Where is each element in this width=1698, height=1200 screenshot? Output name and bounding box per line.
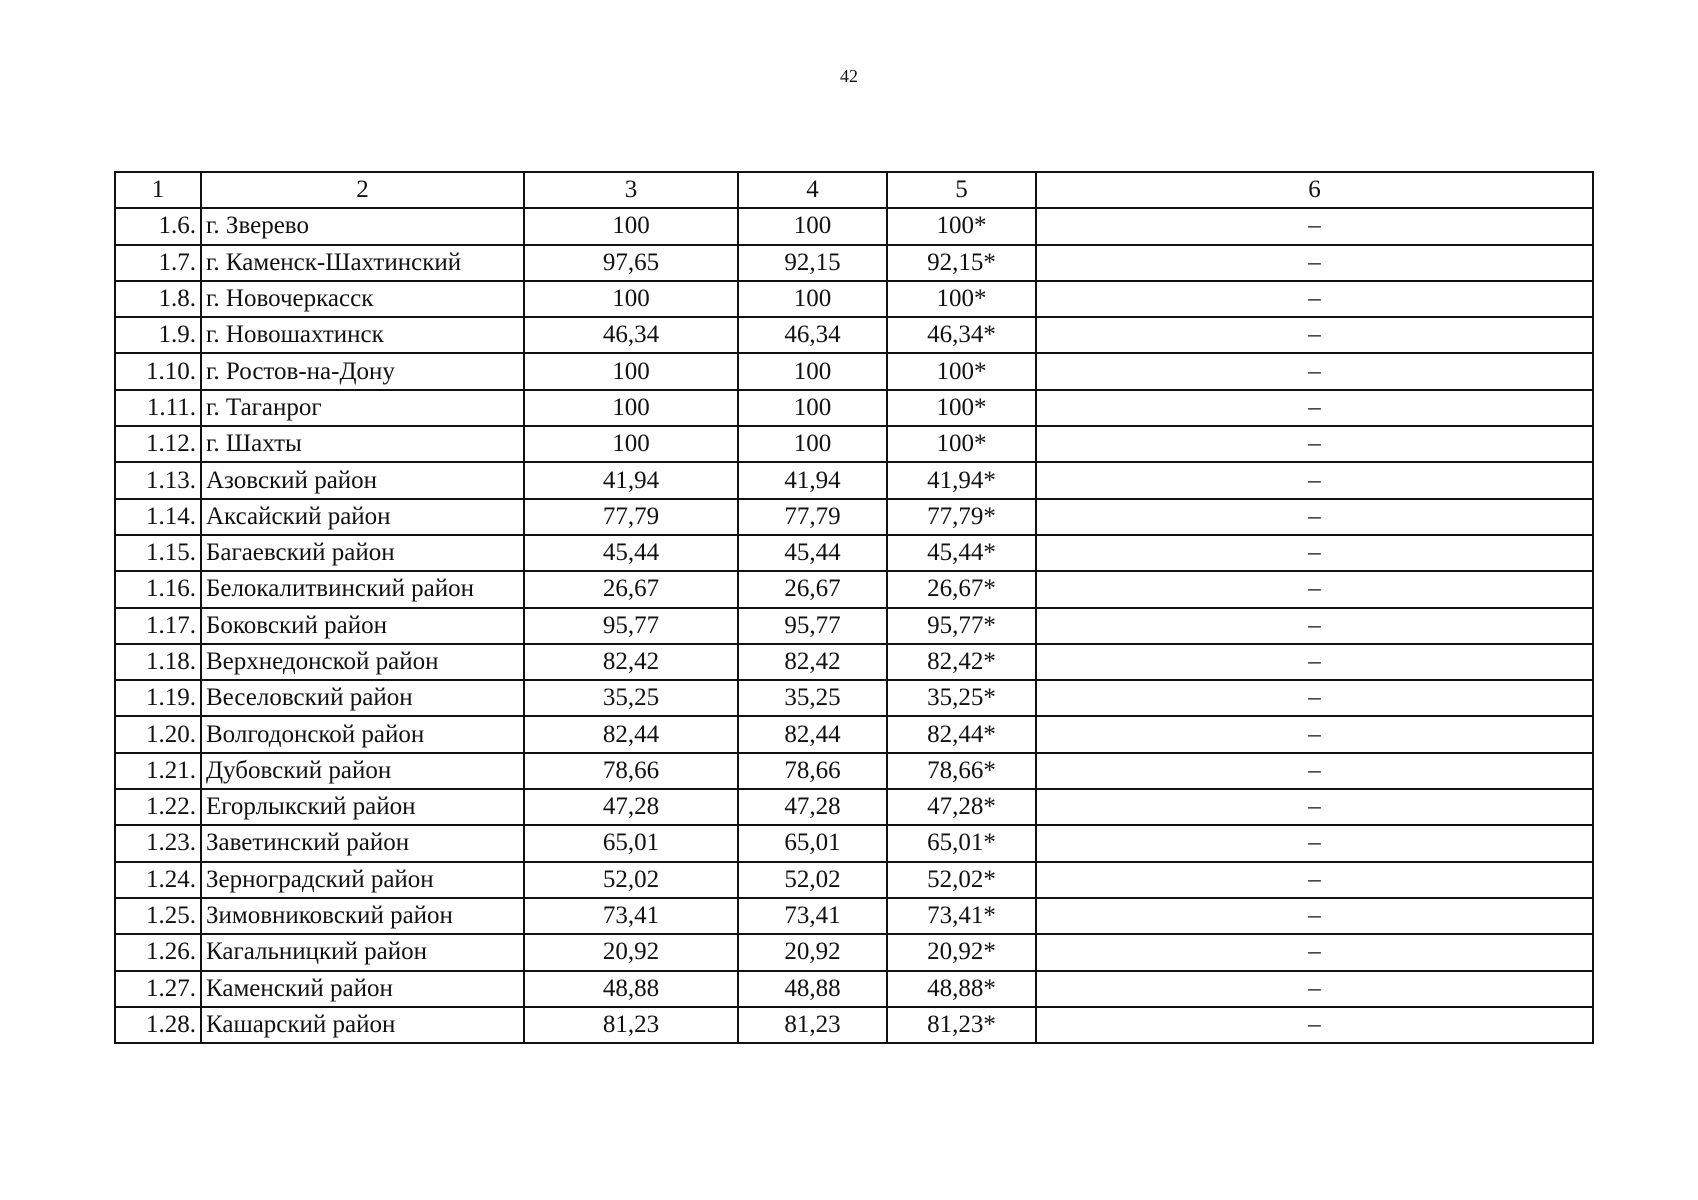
municipality-name-cell: Дубовский район [201, 753, 524, 789]
note-cell: – [1036, 317, 1593, 353]
municipality-name-cell: Азовский район [201, 462, 524, 498]
value-cell-col5: 81,23* [887, 1007, 1036, 1043]
note-cell: – [1036, 934, 1593, 970]
value-cell-col4: 35,25 [738, 680, 887, 716]
table-row [115, 571, 1593, 607]
value-cell-col3: 82,42 [524, 644, 738, 680]
value-cell-col4: 77,79 [738, 499, 887, 535]
row-number-cell: 1.21. [115, 753, 201, 789]
row-number-cell: 1.16. [115, 571, 201, 607]
table-row [115, 716, 1593, 752]
municipality-name-cell: Каменский район [201, 971, 524, 1007]
value-cell-col4: 100 [738, 426, 887, 462]
value-cell-col3: 20,92 [524, 934, 738, 970]
note-cell: – [1036, 571, 1593, 607]
row-number-cell: 1.17. [115, 608, 201, 644]
row-number-cell: 1.25. [115, 898, 201, 934]
value-cell-col3: 73,41 [524, 898, 738, 934]
value-cell-col3: 35,25 [524, 680, 738, 716]
value-cell-col5: 100* [887, 281, 1036, 317]
table-row [115, 825, 1593, 861]
value-cell-col4: 48,88 [738, 971, 887, 1007]
table-row [115, 898, 1593, 934]
table-row [115, 317, 1593, 353]
column-header-1: 1 [115, 172, 201, 208]
row-number-cell: 1.14. [115, 499, 201, 535]
value-cell-col5: 65,01* [887, 825, 1036, 861]
municipality-name-cell: Аксайский район [201, 499, 524, 535]
row-number-cell: 1.13. [115, 462, 201, 498]
municipality-name-cell: Белокалитвинский район [201, 571, 524, 607]
municipality-name-cell: Егорлыкский район [201, 789, 524, 825]
note-cell: – [1036, 281, 1593, 317]
value-cell-col3: 97,65 [524, 245, 738, 281]
value-cell-col4: 41,94 [738, 462, 887, 498]
row-number-cell: 1.15. [115, 535, 201, 571]
page-number: 42 [840, 66, 858, 86]
table-row [115, 644, 1593, 680]
value-cell-col3: 45,44 [524, 535, 738, 571]
value-cell-col5: 100* [887, 426, 1036, 462]
municipality-name-cell: Веселовский район [201, 680, 524, 716]
note-cell: – [1036, 462, 1593, 498]
municipality-name-cell: г. Зверево [201, 208, 524, 244]
value-cell-col5: 100* [887, 208, 1036, 244]
municipality-name-cell: Багаевский район [201, 535, 524, 571]
row-number-cell: 1.26. [115, 934, 201, 970]
column-header-2: 2 [201, 172, 524, 208]
value-cell-col4: 95,77 [738, 608, 887, 644]
row-number-cell: 1.23. [115, 825, 201, 861]
note-cell: – [1036, 353, 1593, 389]
value-cell-col5: 35,25* [887, 680, 1036, 716]
value-cell-col4: 26,67 [738, 571, 887, 607]
row-number-cell: 1.20. [115, 716, 201, 752]
row-number-cell: 1.6. [115, 208, 201, 244]
value-cell-col4: 47,28 [738, 789, 887, 825]
value-cell-col4: 100 [738, 353, 887, 389]
value-cell-col4: 82,42 [738, 644, 887, 680]
table-row [115, 281, 1593, 317]
column-header-5: 5 [887, 172, 1036, 208]
row-number-cell: 1.22. [115, 789, 201, 825]
value-cell-col4: 65,01 [738, 825, 887, 861]
row-number-cell: 1.28. [115, 1007, 201, 1043]
table-row [115, 245, 1593, 281]
note-cell: – [1036, 716, 1593, 752]
municipality-name-cell: г. Ростов-на-Дону [201, 353, 524, 389]
value-cell-col3: 47,28 [524, 789, 738, 825]
row-number-cell: 1.9. [115, 317, 201, 353]
table-body [115, 208, 1593, 1043]
note-cell: – [1036, 862, 1593, 898]
value-cell-col3: 46,34 [524, 317, 738, 353]
value-cell-col5: 82,42* [887, 644, 1036, 680]
value-cell-col5: 20,92* [887, 934, 1036, 970]
table-row [115, 971, 1593, 1007]
value-cell-col5: 100* [887, 353, 1036, 389]
column-header-6: 6 [1036, 172, 1593, 208]
note-cell: – [1036, 789, 1593, 825]
row-number-cell: 1.8. [115, 281, 201, 317]
value-cell-col4: 100 [738, 281, 887, 317]
value-cell-col4: 100 [738, 208, 887, 244]
municipality-name-cell: г. Каменск-Шахтинский [201, 245, 524, 281]
value-cell-col3: 52,02 [524, 862, 738, 898]
table-row [115, 390, 1593, 426]
value-cell-col5: 73,41* [887, 898, 1036, 934]
value-cell-col5: 48,88* [887, 971, 1036, 1007]
municipality-name-cell: г. Шахты [201, 426, 524, 462]
table-row [115, 934, 1593, 970]
table-row [115, 426, 1593, 462]
value-cell-col3: 48,88 [524, 971, 738, 1007]
value-cell-col4: 81,23 [738, 1007, 887, 1043]
value-cell-col3: 81,23 [524, 1007, 738, 1043]
row-number-cell: 1.24. [115, 862, 201, 898]
note-cell: – [1036, 426, 1593, 462]
note-cell: – [1036, 390, 1593, 426]
value-cell-col4: 73,41 [738, 898, 887, 934]
data-table [114, 171, 1594, 1044]
note-cell: – [1036, 753, 1593, 789]
value-cell-col4: 52,02 [738, 862, 887, 898]
municipality-name-cell: г. Новочеркасск [201, 281, 524, 317]
value-cell-col5: 41,94* [887, 462, 1036, 498]
note-cell: – [1036, 535, 1593, 571]
note-cell: – [1036, 971, 1593, 1007]
value-cell-col3: 100 [524, 390, 738, 426]
value-cell-col3: 82,44 [524, 716, 738, 752]
municipality-name-cell: Волгодонской район [201, 716, 524, 752]
column-header-3: 3 [524, 172, 738, 208]
municipality-name-cell: Зерноградский район [201, 862, 524, 898]
value-cell-col3: 65,01 [524, 825, 738, 861]
table-row [115, 499, 1593, 535]
table-row [115, 353, 1593, 389]
value-cell-col3: 100 [524, 281, 738, 317]
municipality-name-cell: Кагальницкий район [201, 934, 524, 970]
column-header-4: 4 [738, 172, 887, 208]
table-row [115, 208, 1593, 244]
value-cell-col3: 78,66 [524, 753, 738, 789]
table-row [115, 462, 1593, 498]
value-cell-col5: 26,67* [887, 571, 1036, 607]
row-number-cell: 1.11. [115, 390, 201, 426]
note-cell: – [1036, 1007, 1593, 1043]
row-number-cell: 1.7. [115, 245, 201, 281]
table-row [115, 789, 1593, 825]
municipality-name-cell: Боковский район [201, 608, 524, 644]
note-cell: – [1036, 898, 1593, 934]
row-number-cell: 1.12. [115, 426, 201, 462]
municipality-name-cell: Заветинский район [201, 825, 524, 861]
value-cell-col3: 100 [524, 426, 738, 462]
note-cell: – [1036, 825, 1593, 861]
value-cell-col5: 46,34* [887, 317, 1036, 353]
value-cell-col4: 46,34 [738, 317, 887, 353]
note-cell: – [1036, 208, 1593, 244]
table-row [115, 862, 1593, 898]
note-cell: – [1036, 644, 1593, 680]
value-cell-col5: 78,66* [887, 753, 1036, 789]
table-row [115, 680, 1593, 716]
table-row [115, 753, 1593, 789]
value-cell-col3: 100 [524, 353, 738, 389]
value-cell-col4: 78,66 [738, 753, 887, 789]
municipality-name-cell: Зимовниковский район [201, 898, 524, 934]
value-cell-col5: 45,44* [887, 535, 1036, 571]
row-number-cell: 1.10. [115, 353, 201, 389]
value-cell-col5: 92,15* [887, 245, 1036, 281]
value-cell-col5: 47,28* [887, 789, 1036, 825]
value-cell-col4: 45,44 [738, 535, 887, 571]
table-row [115, 535, 1593, 571]
value-cell-col3: 77,79 [524, 499, 738, 535]
row-number-cell: 1.27. [115, 971, 201, 1007]
municipality-name-cell: Кашарский район [201, 1007, 524, 1043]
municipality-name-cell: г. Таганрог [201, 390, 524, 426]
municipality-name-cell: г. Новошахтинск [201, 317, 524, 353]
value-cell-col4: 82,44 [738, 716, 887, 752]
header-row [115, 172, 1593, 208]
municipality-name-cell: Верхнедонской район [201, 644, 524, 680]
value-cell-col3: 95,77 [524, 608, 738, 644]
value-cell-col3: 41,94 [524, 462, 738, 498]
note-cell: – [1036, 680, 1593, 716]
value-cell-col4: 100 [738, 390, 887, 426]
note-cell: – [1036, 245, 1593, 281]
note-cell: – [1036, 499, 1593, 535]
value-cell-col4: 20,92 [738, 934, 887, 970]
value-cell-col5: 95,77* [887, 608, 1036, 644]
note-cell: – [1036, 608, 1593, 644]
value-cell-col5: 77,79* [887, 499, 1036, 535]
value-cell-col4: 92,15 [738, 245, 887, 281]
table-row [115, 608, 1593, 644]
row-number-cell: 1.18. [115, 644, 201, 680]
value-cell-col3: 26,67 [524, 571, 738, 607]
row-number-cell: 1.19. [115, 680, 201, 716]
value-cell-col3: 100 [524, 208, 738, 244]
table-row [115, 1007, 1593, 1043]
value-cell-col5: 82,44* [887, 716, 1036, 752]
value-cell-col5: 100* [887, 390, 1036, 426]
value-cell-col5: 52,02* [887, 862, 1036, 898]
